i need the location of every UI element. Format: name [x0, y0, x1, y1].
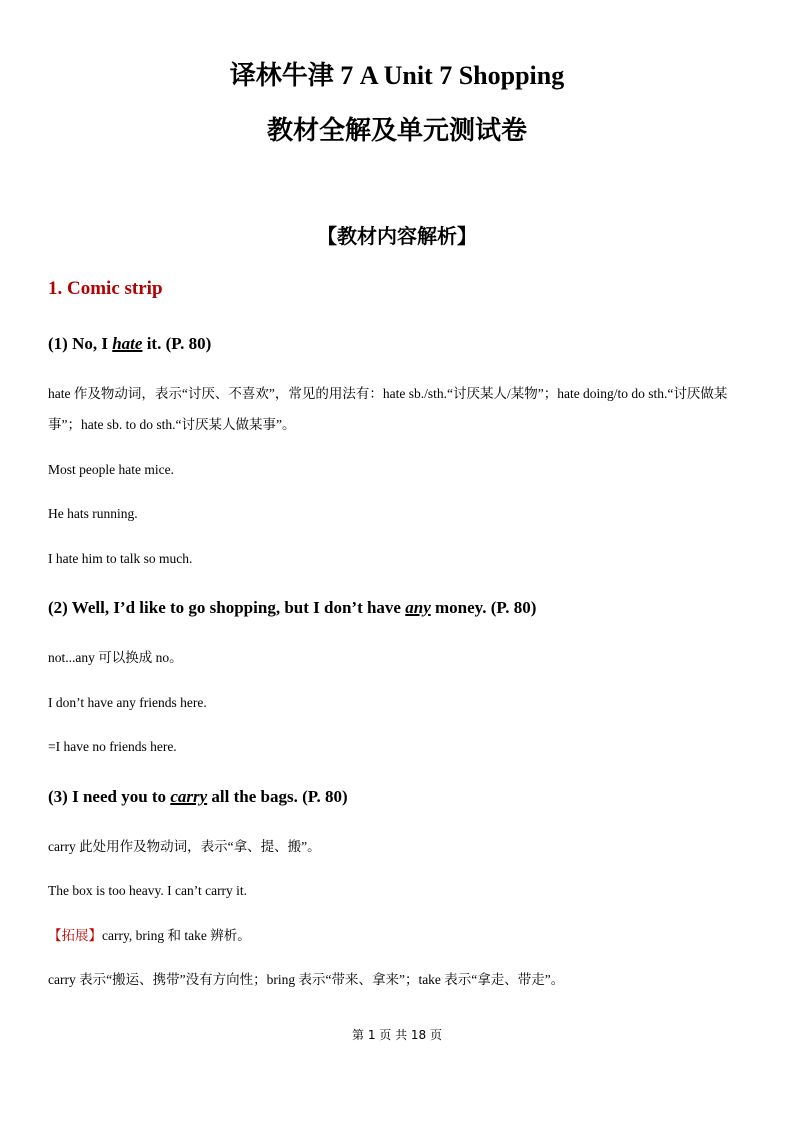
expand-tag: 【拓展】: [48, 928, 102, 943]
question-1-after: it. (P. 80): [142, 334, 212, 353]
question-1: [48, 334, 211, 354]
question-2-example-1: I don’t have any friends here.: [48, 695, 207, 710]
question-1-example-1: Most people hate mice.: [48, 462, 174, 477]
question-3-example-1: The box is too heavy. I can’t carry it.: [48, 883, 248, 898]
question-2-before: (2) Well, I’d like to go shopping, but I don’t have: [48, 598, 406, 617]
question-3: [48, 787, 348, 807]
document-title: 译林牛津 7 A Unit 7 Shopping: [229, 61, 565, 90]
question-1-example-3: I hate him to talk so much.: [48, 551, 193, 566]
question-1-explanation: hate 作及物动词，表示“讨厌、不喜欢”，常见的用法有：hate sb./sth.“讨厌某人/某物”；hate doing/to do sth.“讨厌做某事”；hate sb. to do sth.“讨厌某人做某事”。: [48, 386, 728, 432]
document-subtitle: 教材全解及单元测试卷: [266, 116, 527, 145]
question-2-keyword: any: [405, 598, 431, 617]
question-3-after: all the bags. (P. 80): [207, 787, 348, 806]
comic-strip-heading: 1. Comic strip: [48, 278, 163, 299]
question-2: [48, 598, 536, 618]
expand-note: [48, 920, 748, 951]
question-2-after: money. (P. 80): [430, 598, 537, 617]
question-2-example-2: =I have no friends here.: [48, 739, 177, 754]
expand-text: carry, bring 和 take 辨析。: [102, 928, 251, 943]
question-3-before: (3) I need you to: [48, 787, 171, 806]
question-1-keyword: hate: [112, 334, 143, 353]
expand-explanation: carry 表示“搬运、携带”没有方向性；bring 表示“带来、拿来”；take 表示“拿走、带走”。: [48, 972, 565, 987]
question-1-before: (1) No, I: [48, 334, 113, 353]
section-heading: 【教材内容解析】: [317, 226, 477, 248]
page-footer: 第 1 页 共 18 页: [352, 1028, 442, 1042]
question-2-explanation: not...any 可以换成 no。: [48, 650, 183, 665]
question-3-keyword: carry: [170, 787, 208, 806]
question-3-explanation: carry 此处用作及物动词，表示“拿、提、搬”。: [48, 839, 321, 854]
question-1-example-2: He hats running.: [48, 506, 138, 521]
